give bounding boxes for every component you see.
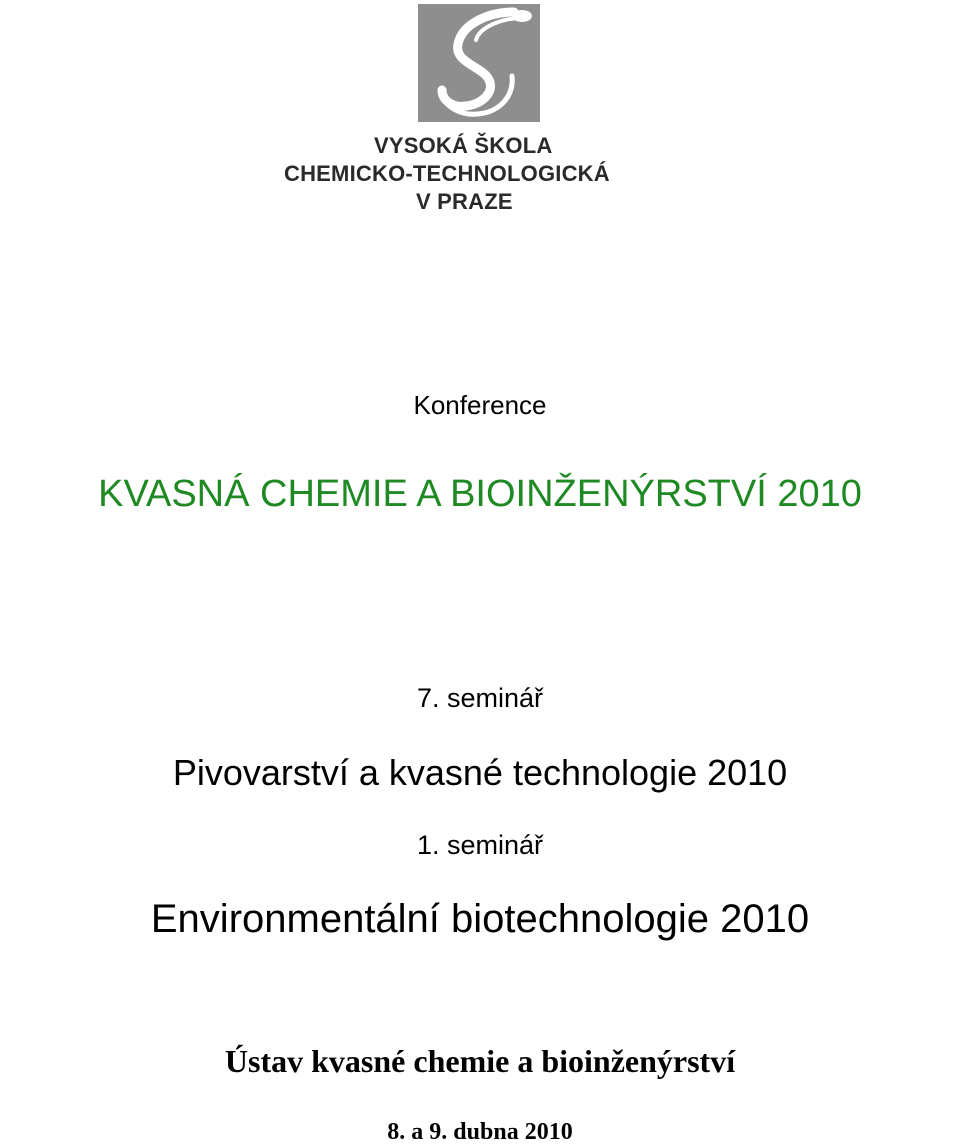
seminar-label: 7. seminář	[416, 683, 544, 713]
conference-label: Konference	[413, 390, 547, 420]
seminar-title: Environmentální biotechnologie 2010	[150, 897, 810, 941]
logo-line: CHEMICKO-TECHNOLOGICKÁ	[284, 161, 610, 186]
conference-title: KVASNÁ CHEMIE A BIOINŽENÝRSTVÍ 2010	[98, 473, 862, 515]
seminar-title: Pivovarství a kvasné technologie 2010	[172, 752, 788, 793]
event-date: 8. a 9. dubna 2010	[387, 1119, 573, 1145]
vscht-logo-icon	[418, 4, 540, 122]
institute-name: Ústav kvasné chemie a bioinženýrství	[224, 1043, 736, 1079]
logo-line: VYSOKÁ ŠKOLA	[374, 133, 553, 158]
seminar-label: 1. seminář	[416, 830, 544, 860]
logo-text	[284, 132, 704, 216]
logo-line: V PRAZE	[416, 189, 513, 214]
